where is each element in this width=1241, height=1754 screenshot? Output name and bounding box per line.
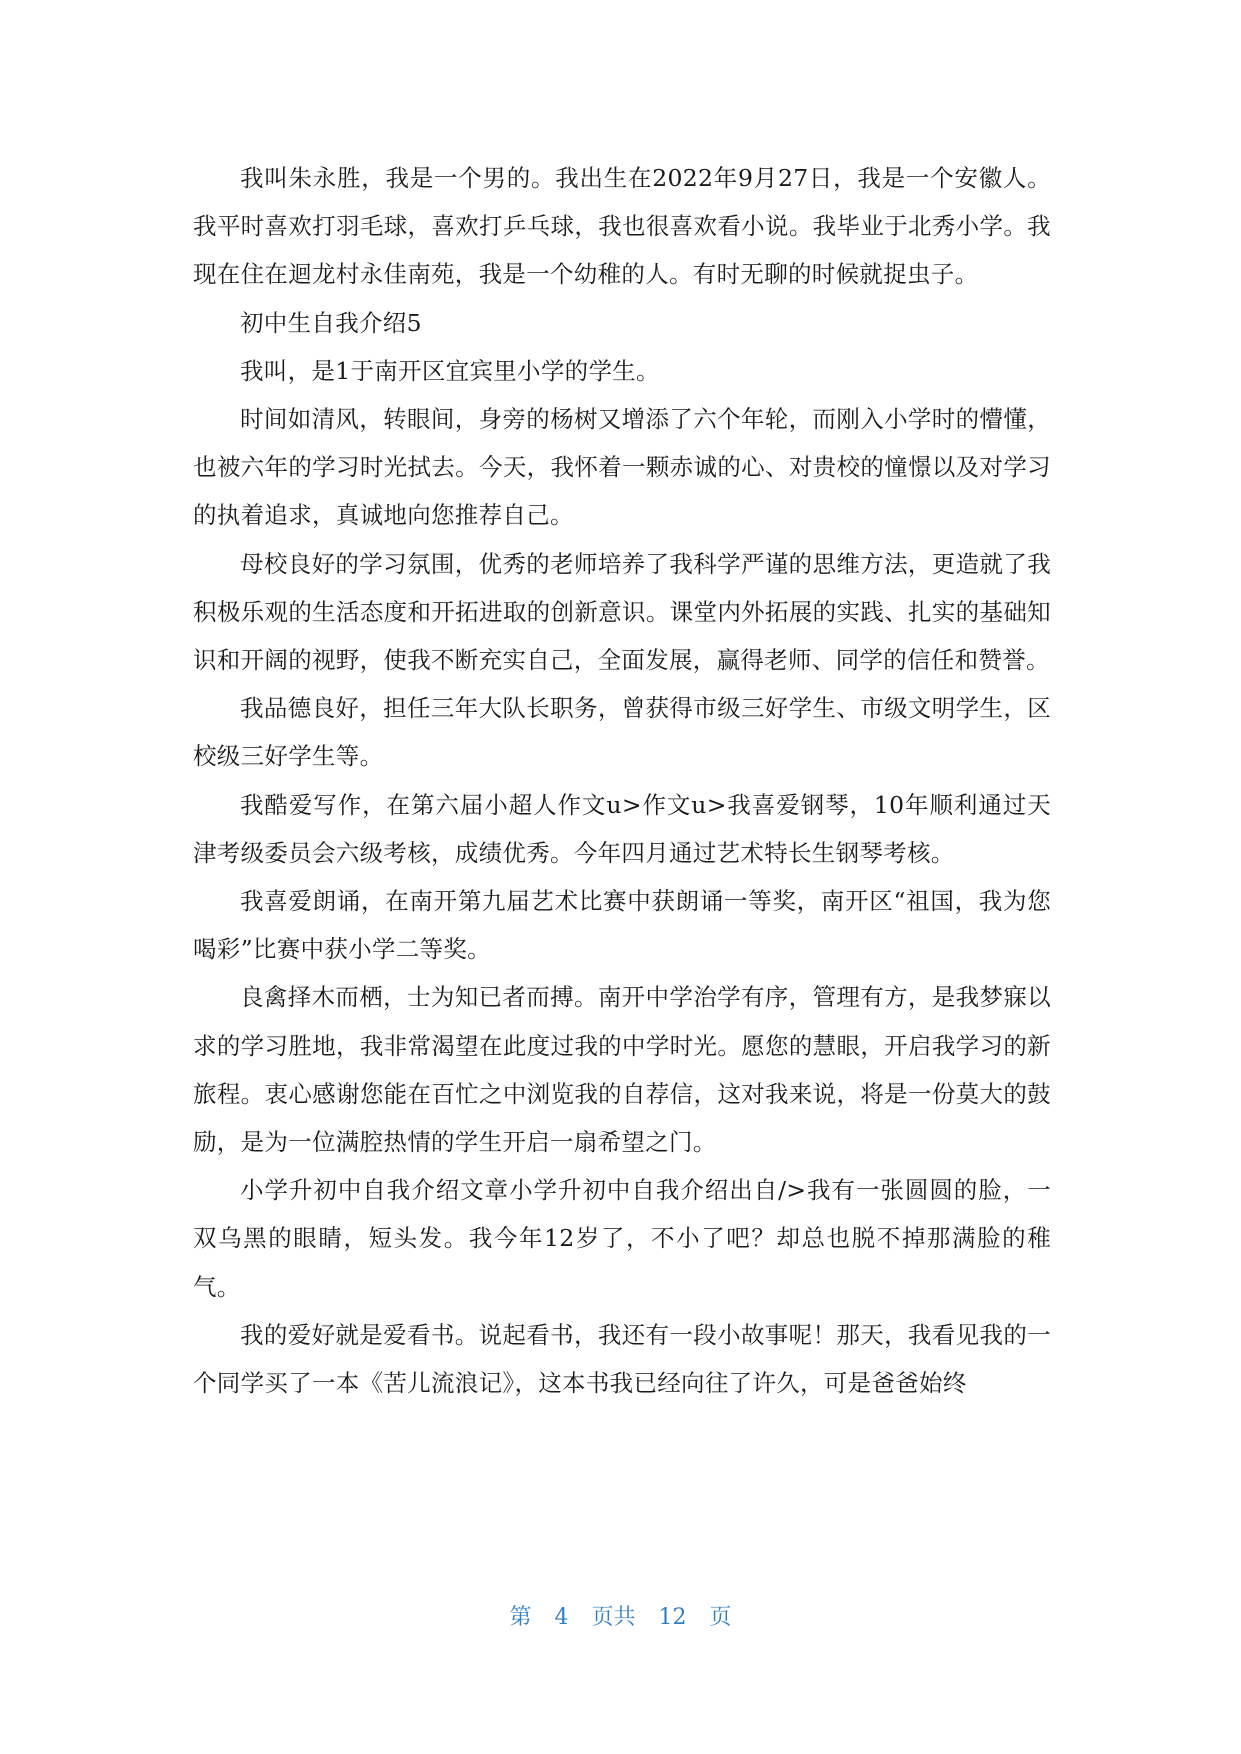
- page-footer: [0, 1600, 1241, 1631]
- section-heading: 初中生自我介绍5: [240, 308, 422, 337]
- paragraph: 我酷爱写作，在第六届小超人作文u>作文u>我喜爱钢琴，10年顺利通过天津考级委员会六级考核，成绩优秀。今年四月通过艺术特长生钢琴考核。: [193, 790, 1051, 867]
- footer-current-page: 4: [554, 1605, 569, 1630]
- paragraph: 我品德良好，担任三年大队长职务，曾获得市级三好学生、市级文明学生，区校级三好学生等。: [193, 694, 1051, 771]
- paragraph: 我喜爱朗诵，在南开第九届艺术比赛中获朗诵一等奖，南开区“祖国，我为您喝彩”比赛中获小学二等奖。: [193, 887, 1051, 964]
- document-body: [193, 154, 1051, 1407]
- footer-prefix: 第: [509, 1605, 532, 1630]
- footer-suffix: 页: [709, 1605, 732, 1630]
- paragraph: 良禽择木而栖，士为知已者而搏。南开中学治学有序，管理有方，是我梦寐以求的学习胜地，我非常渴望在此度过我的中学时光。愿您的慧眼，开启我学习的新旅程。衷心感谢您能在百忙之中浏览我的自荐信，这对我来说，将是一份莫大的鼓励，是为一位满腔热情的学生开启一扇希望之门。: [193, 983, 1051, 1157]
- paragraph: 小学升初中自我介绍文章小学升初中自我介绍出自/>我有一张圆圆的脸，一双乌黑的眼睛，短头发。我今年12岁了，不小了吧？却总也脱不掉那满脸的稚气。: [193, 1176, 1051, 1301]
- footer-middle: 页共: [591, 1605, 636, 1630]
- paragraph: 我叫，是1于南开区宜宾里小学的学生。: [240, 356, 660, 385]
- paragraph: 我叫朱永胜，我是一个男的。我出生在2022年9月27日，我是一个安徽人。我平时喜欢打羽毛球，喜欢打乒乓球，我也很喜欢看小说。我毕业于北秀小学。我现在住在迴龙村永佳南苑，我是一个幼稚的人。有时无聊的时候就捉虫子。: [193, 164, 1051, 289]
- paragraph: 我的爱好就是爱看书。说起看书，我还有一段小故事呢！那天，我看见我的一个同学买了一本《苦儿流浪记》，这本书我已经向往了许久，可是爸爸始终: [193, 1320, 1051, 1398]
- paragraph: 母校良好的学习氛围，优秀的老师培养了我科学严谨的思维方法，更造就了我积极乐观的生活态度和开拓进取的创新意识。课堂内外拓展的实践、扎实的基础知识和开阔的视野，使我不断充实自己，全面发展，赢得老师、同学的信任和赞誉。: [193, 549, 1051, 675]
- paragraph: 时间如清风，转眼间，身旁的杨树又增添了六个年轮，而刚入小学时的懵懂，也被六年的学习时光拭去。今天，我怀着一颗赤诚的心、对贵校的憧憬以及对学习的执着追求，真诚地向您推荐自己。: [193, 405, 1051, 530]
- footer-total-pages: 12: [658, 1605, 687, 1630]
